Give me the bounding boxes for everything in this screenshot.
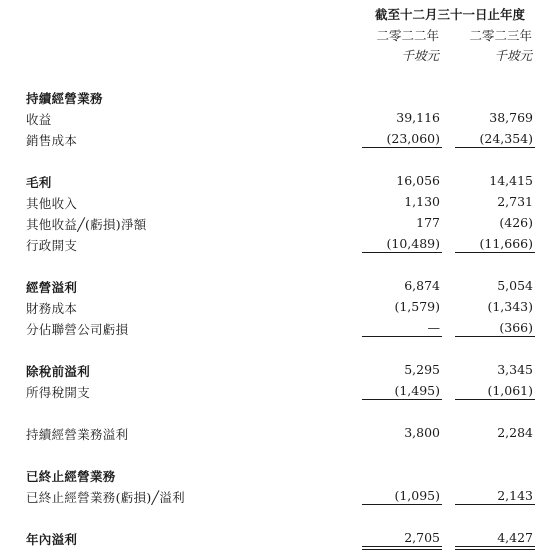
subtotal-underline [362, 336, 442, 337]
table-row [0, 488, 554, 508]
row-label: 行政開支 [26, 238, 78, 253]
total-double-underline [362, 546, 442, 550]
table-row [0, 530, 554, 550]
value-2023: 2,284 [497, 425, 533, 440]
value-2022: 177 [416, 215, 440, 230]
row-label: 除稅前溢利 [26, 364, 91, 379]
row-label: 經營溢利 [26, 280, 78, 295]
unit-label-2022: 千坡元 [401, 48, 439, 63]
table-row [0, 320, 554, 340]
subtotal-underline [362, 504, 442, 505]
subtotal-underline [455, 147, 535, 148]
row-label: 其他收入 [26, 196, 78, 211]
row-label: 持續經營業務溢利 [26, 427, 129, 442]
value-2022: 5,295 [404, 362, 440, 377]
table-row [0, 299, 554, 319]
value-2022: — [427, 320, 440, 335]
value-2023: (11,666) [479, 236, 533, 251]
row-label: 年內溢利 [26, 532, 78, 547]
table-row [0, 236, 554, 256]
table-row [0, 362, 554, 382]
value-2023: 2,731 [497, 194, 533, 209]
row-label: 分佔聯營公司虧損 [26, 322, 129, 337]
row-label: 其他收益╱(虧損)淨額 [26, 217, 147, 232]
subtotal-underline [455, 399, 535, 400]
table-row [0, 89, 554, 109]
subtotal-underline [455, 504, 535, 505]
row-label: 收益 [26, 112, 52, 127]
value-2022: 39,116 [396, 110, 440, 125]
subtotal-underline [455, 336, 535, 337]
value-2023: 3,345 [497, 362, 533, 377]
value-2023: 5,054 [497, 278, 533, 293]
value-2022: 2,705 [404, 530, 440, 545]
row-label: 銷售成本 [26, 133, 78, 148]
value-2022: (23,060) [386, 131, 440, 146]
table-row [0, 467, 554, 487]
value-2022: 1,130 [404, 194, 440, 209]
value-2022: (1,579) [394, 299, 440, 314]
row-label: 已終止經營業務 [26, 469, 116, 484]
table-row [0, 173, 554, 193]
subtotal-underline [455, 252, 535, 253]
row-label: 毛利 [26, 175, 52, 190]
table-row [0, 110, 554, 130]
row-label: 所得稅開支 [26, 385, 91, 400]
table-row [0, 383, 554, 403]
table-row [0, 278, 554, 298]
subtotal-underline [362, 252, 442, 253]
value-2022: 3,800 [404, 425, 440, 440]
period-header: 截至十二月三十一日止年度 [374, 7, 525, 22]
value-2023: 4,427 [497, 530, 533, 545]
value-2023: (366) [499, 320, 533, 335]
value-2023: (24,354) [479, 131, 533, 146]
value-2023: 14,415 [489, 173, 533, 188]
total-double-underline [455, 546, 535, 550]
year-header-2023: 二零二三年 [469, 28, 532, 43]
table-row [0, 194, 554, 214]
row-label: 財務成本 [26, 301, 78, 316]
subtotal-underline [362, 147, 442, 148]
value-2023: 2,143 [497, 488, 533, 503]
table-row [0, 131, 554, 151]
subtotal-underline [362, 399, 442, 400]
row-label: 已終止經營業務(虧損)╱溢利 [26, 490, 185, 505]
value-2022: (1,095) [394, 488, 440, 503]
row-label: 持續經營業務 [26, 91, 103, 106]
table-row [0, 215, 554, 235]
value-2023: (426) [499, 215, 533, 230]
value-2022: 16,056 [396, 173, 440, 188]
value-2023: (1,343) [487, 299, 533, 314]
year-header-2022: 二零二二年 [376, 28, 439, 43]
value-2022: (1,495) [394, 383, 440, 398]
value-2023: 38,769 [489, 110, 533, 125]
value-2022: (10,489) [386, 236, 440, 251]
unit-label-2023: 千坡元 [494, 48, 532, 63]
table-row [0, 425, 554, 445]
value-2022: 6,874 [404, 278, 440, 293]
value-2023: (1,061) [487, 383, 533, 398]
